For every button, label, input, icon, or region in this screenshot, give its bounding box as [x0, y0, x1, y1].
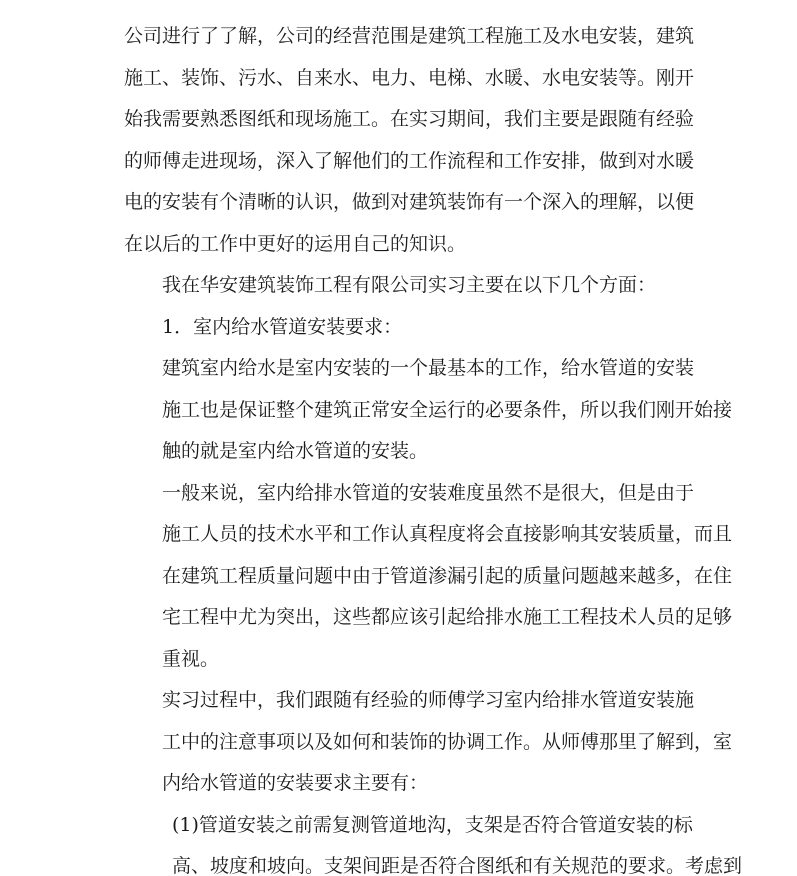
list-item-requirement-1 — [124, 805, 743, 876]
text-line: 施工、装饰、污水、自来水、电力、电梯、水暖、水电安装等。刚开 — [124, 66, 695, 89]
text-line: 施工人员的技术水平和工作认真程度将会直接影响其安装质量，而且 — [162, 523, 733, 545]
text-line: 触的就是室内给水管道的安装。 — [162, 440, 429, 462]
document-body — [124, 16, 743, 876]
text-line: 电的安装有个清晰的认识，做到对建筑装饰有一个深入的理解，以便 — [124, 191, 695, 213]
text-line: 始我需要熟悉图纸和现场施工。在实习期间，我们主要是跟随有经验 — [124, 108, 695, 130]
text-line: 在建筑工程质量问题中由于管道渗漏引起的质量问题越来越多，在住 — [162, 564, 733, 587]
text-line: 公司进行了了解，公司的经营范围是建筑工程施工及水电安装，建筑 — [124, 25, 695, 47]
text-line: 的师傅走进现场，深入了解他们的工作流程和工作安排，做到对水暖 — [124, 149, 695, 172]
text-line: 工中的注意事项以及如何和装饰的协调工作。从师傅那里了解到，室 — [162, 730, 733, 753]
text-line: 实习过程中，我们跟随有经验的师傅学习室内给排水管道安装施 — [162, 689, 695, 711]
text-line: 建筑室内给水是室内安装的一个最基本的工作，给水管道的安装 — [162, 357, 695, 379]
paragraph-internship-process — [124, 680, 733, 805]
text-line: 在以后的工作中更好的运用自己的知识。 — [124, 232, 467, 255]
text-line: 我在华安建筑装饰工程有限公司实习主要在以下几个方面： — [162, 274, 657, 296]
paragraph-company-scope — [124, 16, 695, 265]
paragraph-water-supply-intro — [124, 348, 733, 473]
text-line: 施工也是保证整个建筑正常安全运行的必要条件，所以我们刚开始接 — [162, 398, 733, 421]
text-line: 内给水管道的安装要求主要有： — [162, 772, 429, 794]
section-heading-indoor-water-supply — [124, 307, 681, 349]
text-line: 重视。 — [162, 647, 220, 670]
text-line: 高、坡度和坡向。支架间距是否符合图纸和有关规范的要求。考虑到 — [172, 855, 743, 876]
text-line: 一般来说，室内给排水管道的安装难度虽然不是很大，但是由于 — [162, 481, 695, 504]
paragraph-installation-quality — [124, 473, 733, 681]
paragraph-internship-aspects — [124, 265, 681, 307]
text-line: (1)管道安装之前需复测管道地沟，支架是否符合管道安装的标 — [172, 813, 693, 836]
section-heading-text: 1．室内给水管道安装要求： — [162, 315, 403, 338]
text-line: 宅工程中尤为突出，这些都应该引起给排水施工工程技术人员的足够 — [162, 606, 733, 628]
